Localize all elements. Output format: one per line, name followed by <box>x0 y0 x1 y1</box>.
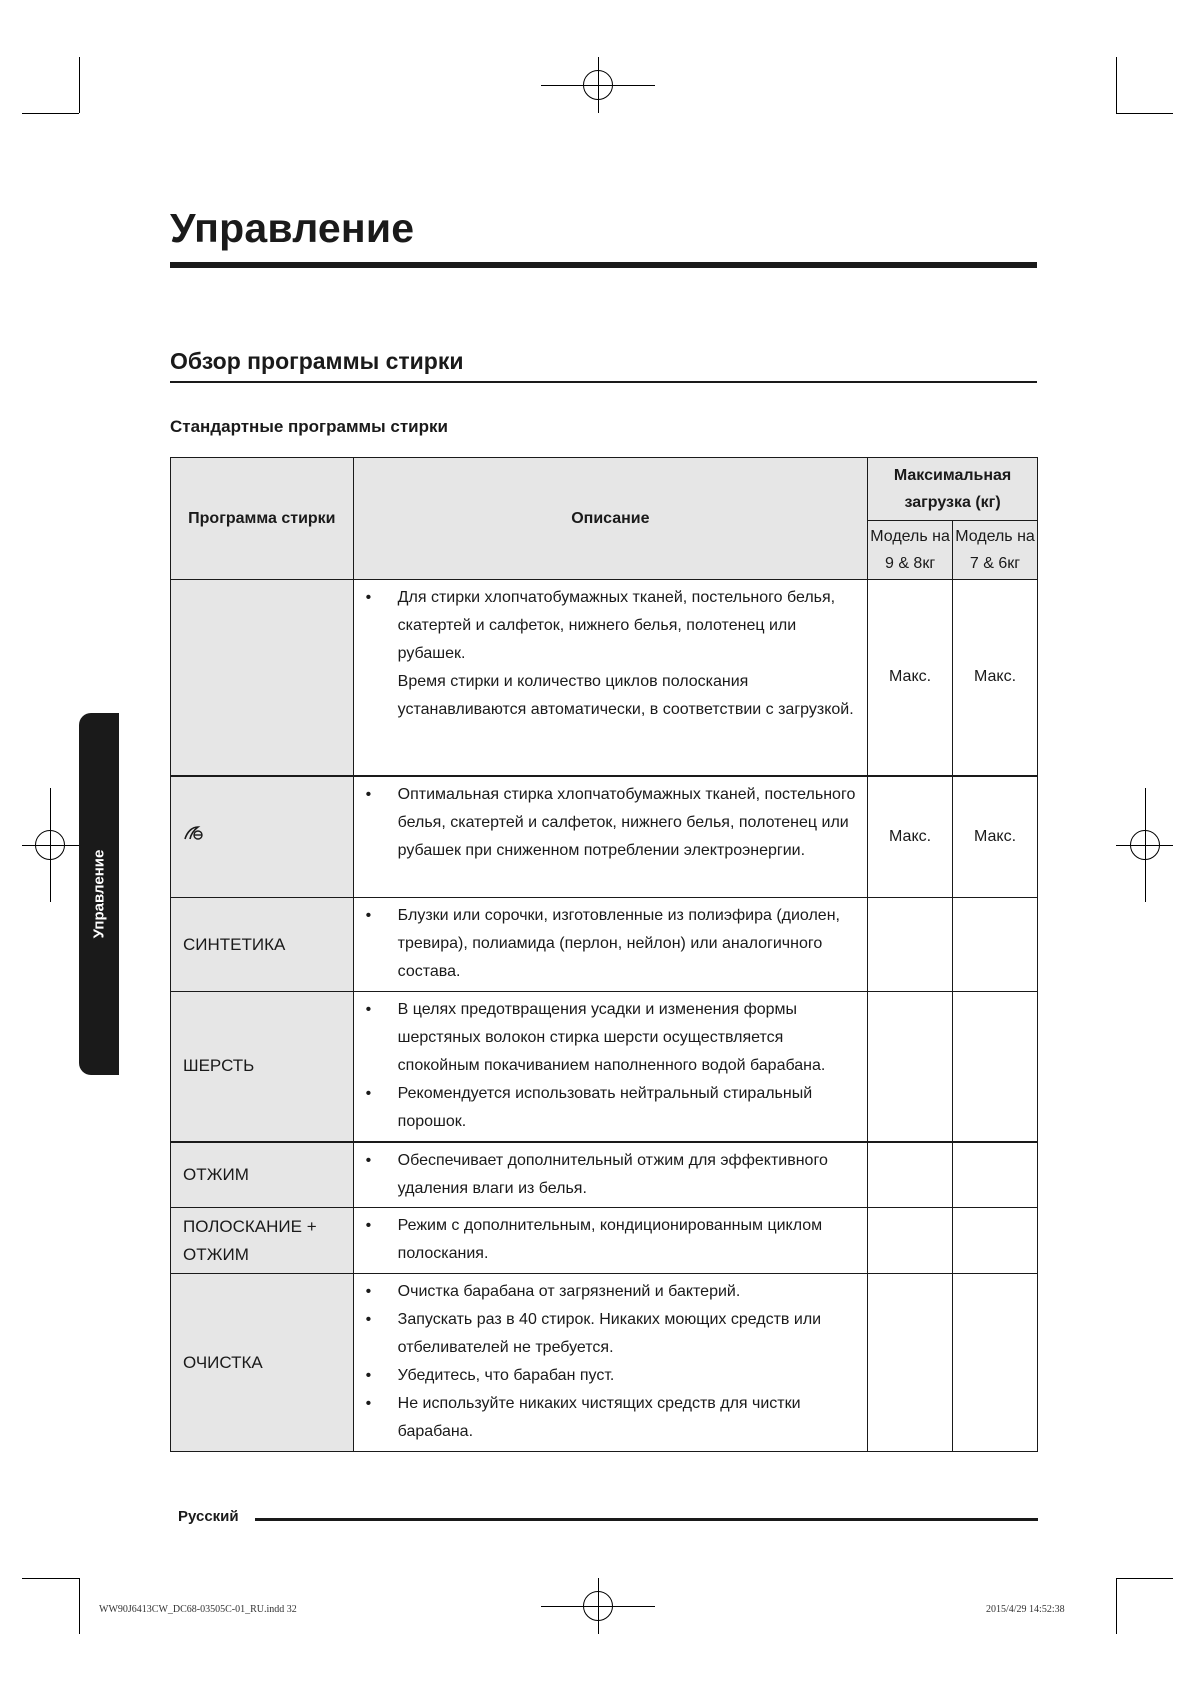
load-model-b: Макс. <box>953 580 1038 776</box>
header-description: Описание <box>353 458 867 580</box>
crop-mark <box>22 1578 79 1579</box>
table-row <box>171 898 1038 992</box>
registration-mark <box>583 1591 613 1621</box>
table-row <box>171 1142 1038 1208</box>
registration-mark <box>1130 830 1160 860</box>
description-bullet: • Блузки или сорочки, изготовленные из полиэфира (диолен, тревира), полиамида (перлон, нейлон) или аналогичного состава. <box>366 902 857 986</box>
header-model-a-line1: Модель на <box>870 528 950 545</box>
load-model-a <box>868 898 953 992</box>
header-model-b-line2: 7 & 6кг <box>969 555 1021 572</box>
header-max-load <box>868 458 1038 521</box>
load-model-a: Макс. <box>868 580 953 776</box>
load-model-b <box>953 992 1038 1142</box>
table-row <box>171 580 1038 776</box>
crop-mark <box>1116 113 1173 114</box>
crop-mark <box>79 57 80 113</box>
load-model-a <box>868 1274 953 1452</box>
description-bullet: • Не используйте никаких чистящих средств для чистки барабана. <box>366 1390 857 1446</box>
description-bullet: • Обеспечивает дополнительный отжим для эффективного удаления влаги из белья. <box>366 1147 857 1203</box>
description-bullet: • Очистка барабана от загрязнений и бактерий. <box>366 1278 857 1306</box>
print-timestamp: 2015/4/29 14:52:38 <box>986 1604 1065 1615</box>
description-bullet: • Запускать раз в 40 стирок. Никаких моющих средств или отбеливателей не требуется. <box>366 1306 857 1362</box>
description-bullet: • Убедитесь, что барабан пуст. <box>366 1362 857 1390</box>
program-name: СИНТЕТИКА <box>171 898 354 992</box>
program-description <box>353 1208 867 1274</box>
description-bullet: • Рекомендуется использовать нейтральный стиральный порошок. <box>366 1080 857 1136</box>
description-bullet: • В целях предотвращения усадки и изменения формы шерстяных волокон стирка шерсти осуществляется спокойным покачиванием наполненного водой барабана. <box>366 996 857 1080</box>
file-slug: WW90J6413CW_DC68-03505C-01_RU.indd 32 <box>99 1604 297 1615</box>
program-name: ПОЛОСКАНИЕ + ОТЖИМ <box>171 1208 354 1274</box>
header-max-load-text: Максимальная загрузка (кг) <box>893 467 1012 511</box>
load-model-a: Макс. <box>868 776 953 898</box>
footer-rule <box>255 1518 1038 1521</box>
program-description <box>353 776 867 898</box>
crop-mark <box>22 113 79 114</box>
section-rule <box>170 381 1037 383</box>
description-bullet: • Для стирки хлопчатобумажных тканей, постельного белья, скатертей и салфеток, нижнего белья, полотенец или рубашек. <box>366 584 857 668</box>
description-continuation: Время стирки и количество циклов полоскания устанавливаются автоматически, в соответствии с загрузкой. <box>397 673 854 718</box>
header-program: Программа стирки <box>171 458 354 580</box>
program-name: ШЕРСТЬ <box>171 992 354 1142</box>
program-name <box>171 580 354 776</box>
crop-mark <box>79 1578 80 1634</box>
description-bullet: • Режим с дополнительным, кондиционированным циклом полоскания. <box>366 1212 857 1268</box>
program-name: ОТЖИМ <box>171 1142 354 1208</box>
header-model-b <box>953 521 1038 580</box>
side-tab-label: Управление <box>90 849 108 939</box>
load-model-b <box>953 1274 1038 1452</box>
table-row <box>171 776 1038 898</box>
program-description <box>353 898 867 992</box>
program-description <box>353 580 867 776</box>
crop-mark <box>1116 1578 1117 1634</box>
side-tab <box>79 713 119 1075</box>
header-model-b-line1: Модель на <box>955 528 1035 545</box>
program-name <box>171 776 354 898</box>
crop-mark <box>1116 1578 1173 1579</box>
table-row <box>171 1274 1038 1452</box>
load-model-a <box>868 992 953 1142</box>
load-model-b <box>953 898 1038 992</box>
section-title: Обзор программы стирки <box>170 348 464 374</box>
program-description <box>353 992 867 1142</box>
crop-mark <box>1116 57 1117 113</box>
header-model-a <box>868 521 953 580</box>
program-name: ОЧИСТКА <box>171 1274 354 1452</box>
registration-mark <box>583 70 613 100</box>
language-label: Русский <box>178 1508 239 1525</box>
title-rule <box>170 262 1037 268</box>
load-model-b <box>953 1142 1038 1208</box>
table-row <box>171 992 1038 1142</box>
program-description <box>353 1142 867 1208</box>
load-model-b <box>953 1208 1038 1274</box>
load-model-a <box>868 1208 953 1274</box>
page-title: Управление <box>170 205 415 251</box>
subsection-title: Стандартные программы стирки <box>170 417 448 436</box>
wash-program-table <box>170 457 1038 1452</box>
eco-cotton-icon <box>183 823 205 851</box>
description-bullet: • Оптимальная стирка хлопчатобумажных тканей, постельного белья, скатертей и салфеток, нижнего белья, полотенец или рубашек при сниженном потреблении электроэнергии. <box>366 781 857 865</box>
load-model-b: Макс. <box>953 776 1038 898</box>
load-model-a <box>868 1142 953 1208</box>
table-row <box>171 1208 1038 1274</box>
program-description <box>353 1274 867 1452</box>
header-model-a-line2: 9 & 8кг <box>884 555 936 572</box>
registration-mark <box>35 830 65 860</box>
